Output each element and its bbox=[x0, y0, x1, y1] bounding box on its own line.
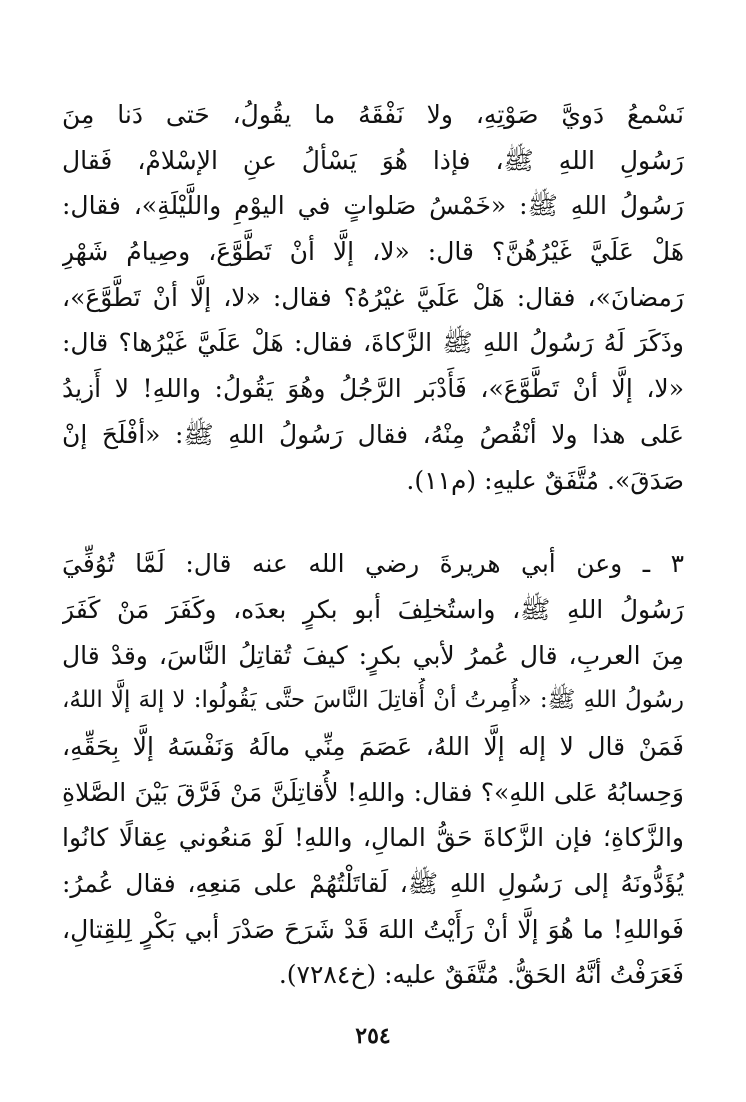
text-line: رَسُولِ اللهِ ﷺ، فإذا هُوَ يَسْألُ عنِ الإسْلامْ، فَقال bbox=[62, 145, 684, 175]
text-line: رسُولُ اللهِ ﷺ: «أُمِرتُ أنْ أُقاتِلَ النَّاسَ حتَّى يَقُولُوا: لا إلهَ إلَّا اللهُ، bbox=[62, 687, 684, 714]
text-line: يُؤَدُّونَهُ إلى رَسُولِ اللهِ ﷺ، لَقاتَلْتُهُمْ على مَنعِهِ، فقال عُمرُ: bbox=[62, 869, 684, 898]
text-line: وذَكَرَ لَهُ رَسُولُ اللهِ ﷺ الزَّكاةَ، فقال: هَلْ عَلَيَّ غَيْرُها؟ قال: bbox=[62, 328, 684, 358]
text-line: ٣ ـ وعن أبي هريرةَ رضي الله عنه قال: لَمَّا تُوُفِّيَ bbox=[62, 549, 684, 579]
text-line: صَدَقَ». مُتَّفَقٌ عليهِ: (م١١). bbox=[406, 465, 684, 495]
text-line: فَعَرَفْتُ أنَّهُ الحَقُّ. مُتَّفَقٌ عليه: (خ٧٢٨٤). bbox=[278, 960, 684, 990]
paragraph-hadith-3 bbox=[62, 541, 684, 998]
page-number: ٢٥٤ bbox=[355, 1023, 391, 1049]
text-line: عَلى هذا ولا أنْقُصُ مِنْهُ، فقال رَسُولُ اللهِ ﷺ: «أفْلَحَ إنْ bbox=[62, 419, 684, 449]
text-line: فَواللهِ! ما هُوَ إلَّا أنْ رَأَيْتُ اللهَ قَدْ شَرَحَ صَدْرَ أبي بَكْرٍ لِلقِتالِ، bbox=[62, 914, 684, 944]
text-line: وَحِسابُهُ عَلى اللهِ»؟ فقال: واللهِ! لأُقاتِلَنَّ مَنْ فَرَّقَ بَيْنَ الصَّلاةِ bbox=[62, 777, 684, 807]
text-line: والزَّكاةِ؛ فإن الزَّكاةَ حَقُّ المالِ، واللهِ! لَوْ مَنعُوني عِقالًا كانُوا bbox=[62, 823, 684, 853]
text-line: رَسُولُ اللهِ ﷺ، واستُخلِفَ أبو بكرٍ بعدَه، وكَفَرَ مَنْ كَفَرَ bbox=[62, 594, 684, 624]
text-block bbox=[62, 92, 684, 998]
text-line: هَلْ عَلَيَّ غَيْرُهُنَّ؟ قال: «لا، إلَّا أنْ تَطَّوَّعَ، وصِيامُ شَهْرِ bbox=[62, 237, 684, 267]
text-line: فَمَنْ قال لا إله إلَّا اللهُ، عَصَمَ مِنِّي مالَهُ وَنَفْسَهُ إلَّا بِحَقِّهِ، bbox=[62, 731, 684, 761]
paragraph-gap bbox=[62, 503, 684, 541]
text-line: «لا، إلَّا أنْ تَطَّوَّعَ»، فَأَدْبَر الرَّجُلُ وهُوَ يَقُولُ: واللهِ! لا أَزيدُ bbox=[62, 374, 684, 404]
text-line: مِنَ العربِ، قال عُمرُ لأبي بكرٍ: كيفَ تُقاتِلُ النَّاسَ، وقدْ قال bbox=[62, 640, 684, 670]
text-line: نَسْمعُ دَويَّ صَوْتِهِ، ولا نَفْقَهُ ما يقُولُ، حَتى دَنا مِنَ bbox=[62, 100, 684, 129]
text-line: رَسُولُ اللهِ ﷺ: «خَمْسُ صَلواتٍ في اليوْمِ واللَّيْلَةِ»، فقال: bbox=[62, 191, 684, 221]
paragraph-hadith-2-end bbox=[62, 92, 684, 503]
text-line: رَمضانَ»، فقال: هَلْ عَلَيَّ غيْرُهُ؟ فقال: «لا، إلَّا أنْ تَطَّوَّعَ»، bbox=[62, 282, 684, 312]
